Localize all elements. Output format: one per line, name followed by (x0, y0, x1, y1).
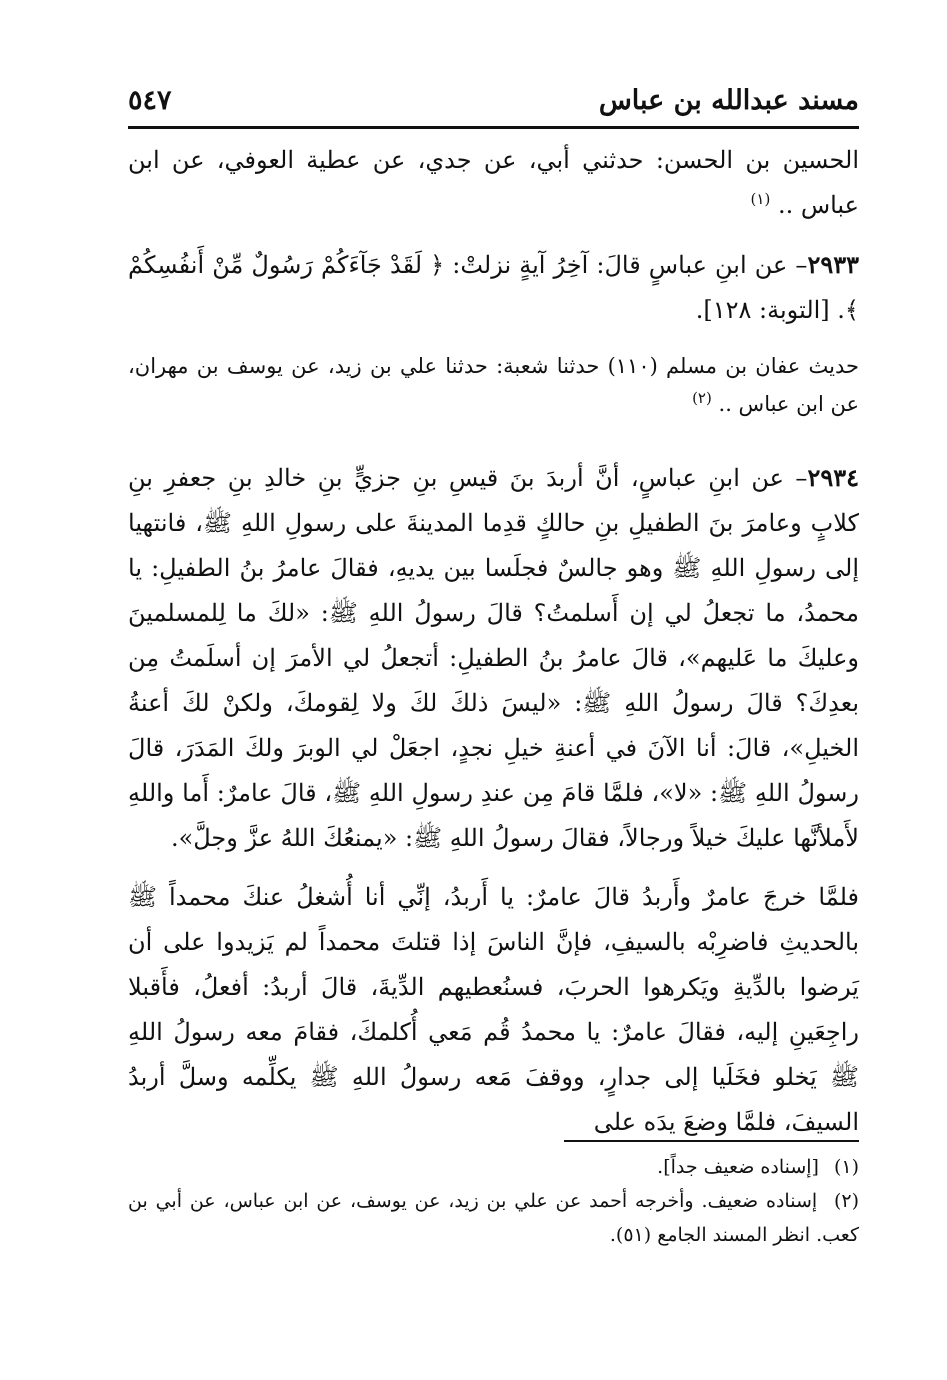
chain-text: حديث عفان بن مسلم (١١٠) حدثنا شعبة: حدثنا علي بن زيد، عن يوسف بن مهران، عن ابن عباس .. (128, 354, 859, 416)
paragraph-chain-2 (128, 347, 859, 423)
footnote-mark: (٢) (833, 1190, 859, 1212)
paragraph-text: الحسين بن الحسن: حدثني أبي، عن جدي، عن عطية العوفي، عن ابن عباس .. (128, 146, 859, 219)
footnote-mark: (١) (833, 1156, 859, 1178)
hadith-number: ٢٩٣٣ (807, 250, 859, 279)
hadith-text: – عن ابنِ عباسٍ قالَ: آخِرُ آيةٍ نزلتْ: ﴿ لَقَدْ جَآءَكُمْ رَسُولٌ مِّنْ أَنفُسِكُمْ ﴾. [التوبة: ١٢٨]. (128, 251, 859, 324)
book-title: مسند عبدالله بن عباس (598, 84, 859, 116)
header-rule (128, 126, 859, 129)
paragraph-chain-1 (128, 138, 859, 228)
hadith-number: ٢٩٣٤ (807, 463, 859, 492)
main-text (128, 138, 859, 1145)
footnote-rule (564, 1140, 859, 1142)
hadith-text: – عن ابنِ عباسٍ، أنَّ أربدَ بنَ قيسِ بنِ جزيٍّ بنِ خالدِ بنِ جعفرِ بنِ كلابٍ وعامرَ بنَ الطفيلِ بنِ حالكٍ قدِما المدينةَ على رسولِ اللهِ ﷺ، فانتهيا إلى رسولِ اللهِ ﷺ وهو جالسٌ فجلَسا بين يديهِ، فقالَ عامرُ بنُ الطفيلِ: يا محمدُ، ما تجعلُ لي إن أَسلمتُ؟ قالَ رسولُ اللهِ ﷺ: «لكَ ما لِلمسلمينَ وعليكَ ما عَليهم»، قالَ عامرُ بنُ الطفيلِ: أتجعلُ لي الأمرَ إن أسلَمتُ مِن بعدِكَ؟ قالَ رسولُ اللهِ ﷺ: «ليسَ ذلكَ لكَ ولا لِقومكَ، ولكنْ لكَ أعنةُ الخيلِ»، قالَ: أنا الآنَ في أعنةِ خيلِ نجدٍ، اجعَلْ لي الوبرَ ولكَ المَدَرَ، قالَ رسولُ اللهِ ﷺ: «لا»، فلمَّا قامَ مِن عندِ رسولِ اللهِ ﷺ، قالَ عامرٌ: أَما واللهِ لأَملأنَّها عليكَ خيلاً ورجالاً، فقالَ رسولُ اللهِ ﷺ: «يمنعُكَ اللهُ عزَّ وجلَّ». (128, 464, 859, 852)
hadith-2934 (128, 455, 859, 861)
footnote-text: [إسناده ضعيف جداً]. (657, 1156, 819, 1178)
running-head (128, 78, 859, 122)
hadith-2933 (128, 242, 859, 333)
page-number: ٥٤٧ (128, 84, 172, 116)
footnote-ref-1: (١) (750, 190, 771, 208)
footnote-2 (128, 1184, 859, 1252)
footnotes (128, 1150, 859, 1252)
footnote-ref-2: (٢) (692, 389, 712, 407)
footnote-text: إسناده ضعيف. وأخرجه أحمد عن علي بن زيد، عن يوسف، عن ابن عباس، عن أبي بن كعب. انظر المسند الجامع (٥١). (128, 1190, 859, 1246)
paragraph-continuation: فلمَّا خرجَ عامرٌ وأَربدُ قالَ عامرٌ: يا أَربدُ، إنِّي أنا أُشغلُ عنكَ محمداً ﷺ بالحديثِ فاضرِبْه بالسيفِ، فإنَّ الناسَ إذا قتلتَ محمداً لم يَزيدوا على أن يَرضوا بالدِّيةِ ويَكرهوا الحربَ، فسنُعطيهم الدِّيةَ، قالَ أربدُ: أفعلُ، فأَقبلا راجِعَينِ إليه، فقالَ عامرٌ: يا محمدُ قُم مَعي أُكلمكَ، فقامَ معه رسولُ اللهِ ﷺ يَخلو فخَلَيا إلى جدارٍ، ووقفَ مَعه رسولُ اللهِ ﷺ يكلِّمه وسلَّ أربدُ السيفَ، فلمَّا وضعَ يدَه على (128, 883, 859, 1136)
footnote-1 (128, 1150, 859, 1184)
